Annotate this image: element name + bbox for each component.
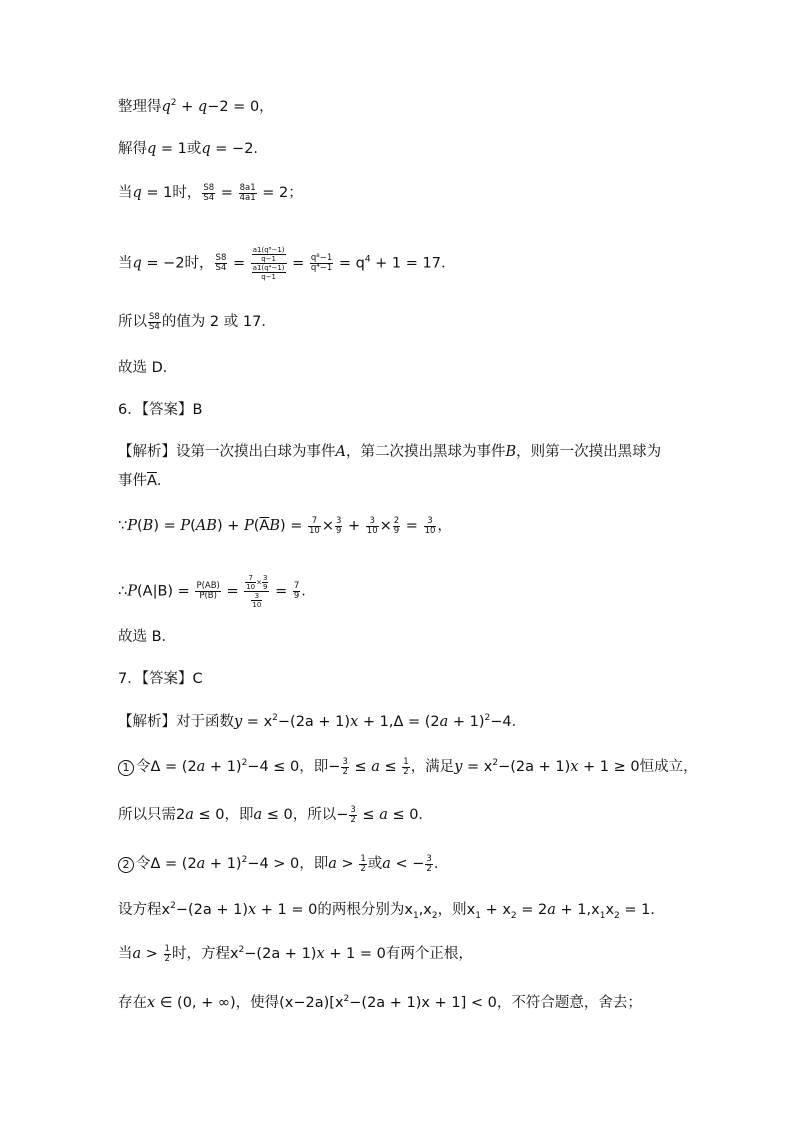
- q7-positive-roots-line: 当a > $\frac{1}{2}$ 时，方程$x^2-(2a + 1)x + 1 = 0$有两个正根，: [118, 943, 473, 964]
- text-line-1: 整理得$q^2 + q-2 = 0$，: [118, 98, 274, 115]
- q6-answer-header: 6．【答案】B: [118, 402, 203, 418]
- circled-one-icon: 1: [118, 760, 134, 776]
- circled-two-icon: 2: [118, 857, 134, 873]
- text-line-3: 当q = 1时， $\frac{S8}{S4}$ = $\frac{8a1}{4a1}$ = 2；: [118, 182, 303, 203]
- text-line-5: 所以 $\frac{S8}{S4}$ 的值为 2 或 17．: [118, 311, 276, 332]
- text-line-6: 故选 D．: [118, 360, 178, 376]
- q7-case1b-line: 所以只需2a ≤ 0，即a ≤ 0，所以− $\frac{3}{2}$ ≤ a ≤ 0．: [118, 804, 433, 825]
- q6-pab-line: ∴P(A|B) = $\frac{P(AB)}{P(B)}$ = $\frac{7}{10}$ × $\frac{3}{9}$ $\frac{3}{10}$ = $\frac{7}{9}$ ．: [118, 574, 316, 609]
- q6-conclusion: 故选 B．: [118, 629, 177, 645]
- q6-pb-line: ∵P(B) = $P(AB) + P(\overline{A}B)$ = $\frac{7}{10}$ × $\frac{3}{9}$ + $\frac{3}{10}$ × $\frac{2}{9}$ = $\frac{3}{10}$ ，: [118, 515, 452, 536]
- text-line-4: 当q = −2时， $\frac{S8}{S4}$ = $\frac{\frac{\text{a1(q⁸−1)}}{q-1}}{\frac{\text{a1(q⁴−1)}}{q-1}}$ = $\frac{\text{q⁸−1}}{\text{q⁴−1}}$ = $q^4 + 1 = 17$．: [118, 246, 456, 281]
- q7-case2-line: 2 令$\Delta = (2a + 1)^2-4 > 0$，即a > $\frac{1}{2}$ 或a < − $\frac{3}{2}$ ．: [118, 854, 448, 874]
- text-line-2: 解得q = 1或q = −2．: [118, 141, 268, 157]
- q6-analysis-line-2: 事件$\overline{A}$．: [118, 473, 172, 489]
- q7-case1-line: 1 令$\Delta = (2a + 1)^2-4 \le 0$，即− $\frac{3}{2}$ ≤ a ≤ $\frac{1}{2}$ ，满足$y = x^2-(2a + 1)x + 1 \ge 0$恒成立，: [118, 757, 698, 777]
- q7-exist-line: 存在x ∈ (0, + ∞)，使得$(x-2a)[x^2-(2a + 1)x + 1] < 0$，不符合题意，舍去；: [118, 994, 642, 1011]
- q7-roots-line: 设方程$x^2-(2a + 1)x + 1 = 0$的两根分别为$x_1,x_2$，则$x_1 + x_2 = 2a + 1,x_1x_2 = 1$．: [118, 901, 665, 921]
- q7-answer-header: 7．【答案】C: [118, 671, 203, 687]
- q7-analysis-line: 【解析】对于函数$y = x^2-(2a + 1)x + 1,\Delta = (2a + 1)^2-4$．: [118, 713, 527, 730]
- q6-analysis-line-1: 【解析】设第一次摸出白球为事件A，第二次摸出黑球为事件B，则第一次摸出黑球为: [118, 444, 662, 460]
